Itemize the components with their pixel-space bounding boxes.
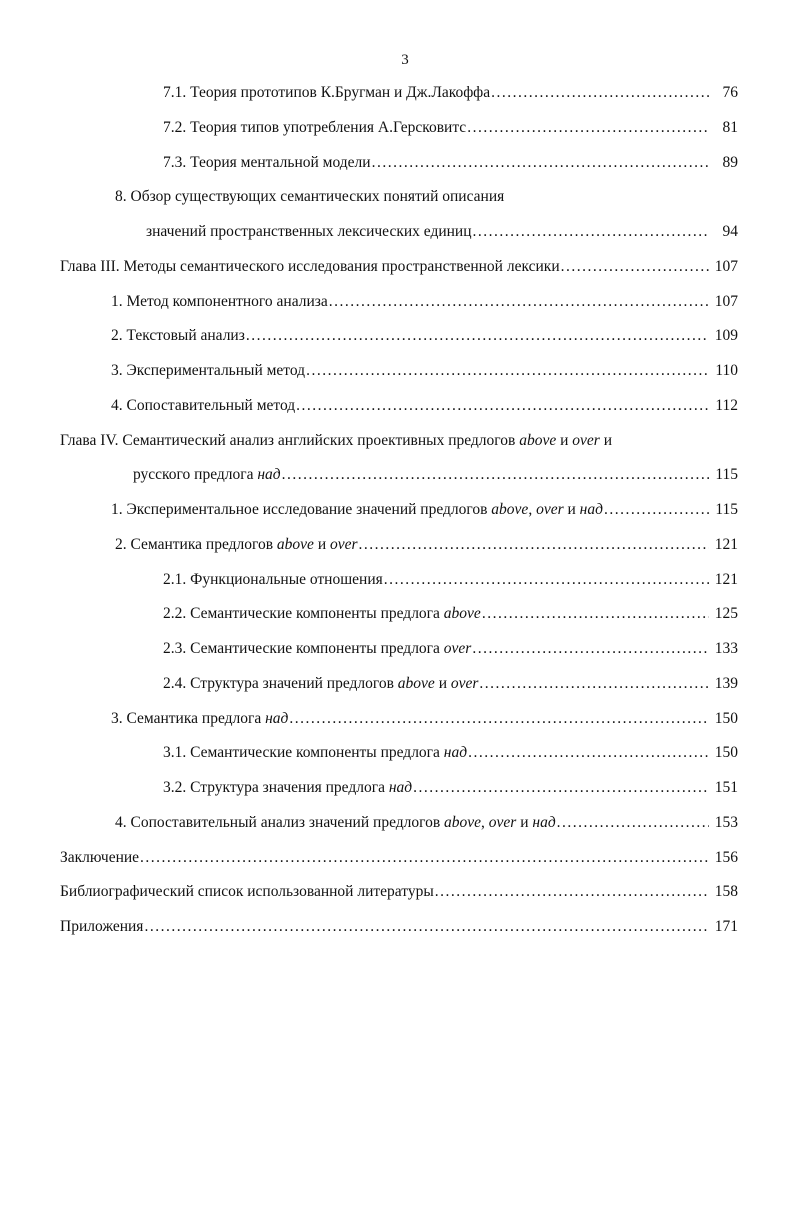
toc-entry-4-3 (0, 702, 795, 737)
toc-entry-title: 4. Сопоставительный анализ значений предлогов above, over и над (115, 813, 556, 831)
toc-entry-title: Глава IV. Семантический анализ английских проективных предлогов above и over и (60, 431, 612, 449)
toc-entry-4-2 (0, 528, 795, 563)
page-number: 3 (401, 52, 409, 68)
toc-entry-page: 107 (714, 257, 738, 275)
toc-entry-title: 7.3. Теория ментальной модели (163, 153, 371, 171)
toc-entry-page: 121 (714, 535, 738, 553)
toc-entry-title: 3.2. Структура значения предлога над (163, 779, 413, 796)
dot-leader (479, 667, 709, 702)
toc-entry-page: 112 (715, 396, 738, 414)
toc-entry-title: 2. Текстовый анализ (111, 327, 245, 345)
toc-entry-title: значений пространственных лексических единиц (146, 223, 472, 240)
toc-entry-page: 81 (722, 118, 738, 136)
toc-entry-title: Библиографический список использованной литературы (60, 883, 434, 901)
dot-leader (482, 597, 709, 632)
toc-entry-title: 2.2. Семантические компоненты предлога above (163, 605, 481, 623)
dot-leader (468, 736, 709, 771)
toc-entry-4-2-3 (0, 632, 795, 667)
dot-leader (472, 632, 709, 667)
toc-entry-page: 109 (714, 327, 738, 345)
toc-entry-page: 153 (714, 813, 738, 831)
toc-entry-page: 150 (714, 709, 738, 727)
toc-entry-bibliography (0, 875, 795, 910)
toc-entry-3-4 (0, 389, 795, 424)
toc-entry-page: 94 (722, 223, 738, 240)
toc-entry-page: 151 (714, 779, 738, 796)
toc-entry-title: 2.4. Структура значений предлогов above и over (163, 674, 479, 692)
toc-entry-page: 89 (722, 153, 738, 171)
dot-leader (435, 875, 709, 910)
toc-entry-page: 156 (714, 848, 738, 866)
toc-entry-page: 139 (714, 674, 738, 692)
toc-entry-conclusion (0, 841, 795, 876)
dot-leader (289, 702, 709, 737)
dot-leader (246, 319, 709, 354)
toc-entry-title: 2.3. Семантические компоненты предлога over (163, 640, 472, 657)
toc-entry-title: Заключение (60, 848, 140, 866)
toc-entry-chapter-4-continued (0, 458, 795, 493)
toc-entry-page: 110 (715, 362, 738, 379)
toc-entry-title: 8. Обзор существующих семантических понятий описания (115, 188, 505, 206)
toc-entry-title: 2.1. Функциональные отношения (163, 570, 383, 588)
toc-entry-title: русского предлога над (133, 466, 281, 484)
toc-entry-4-4 (0, 806, 795, 841)
toc-entry-4-2-2 (0, 597, 795, 632)
toc-entry-title: 3. Экспериментальный метод (111, 362, 306, 379)
toc-entry-title: Приложения (60, 918, 144, 935)
toc-entry-3-1 (0, 285, 795, 320)
toc-entry-3-3 (0, 354, 795, 389)
dot-leader (467, 111, 709, 146)
toc-entry-appendices (0, 910, 795, 945)
toc-entry-8 (0, 180, 795, 215)
dot-leader (329, 285, 709, 320)
toc-entry-title: 1. Метод компонентного анализа (111, 292, 328, 310)
toc-entry-7-1 (0, 76, 795, 111)
toc-entry-page: 125 (714, 605, 738, 623)
toc-entry-3-2 (0, 319, 795, 354)
toc-entry-chapter-3 (0, 250, 795, 285)
toc-entry-page: 115 (715, 466, 738, 484)
toc-entry-title: 3. Семантика предлога над (111, 709, 289, 727)
toc-entry-page: 133 (714, 640, 738, 657)
dot-leader (384, 563, 709, 598)
toc-entry-page: 107 (714, 292, 738, 310)
dot-leader (413, 771, 709, 806)
dot-leader (359, 528, 709, 563)
toc-entry-4-3-2 (0, 771, 795, 806)
toc-entry-title: Глава III. Методы семантического исследования пространственной лексики (60, 257, 560, 275)
toc-entry-title: 7.2. Теория типов употребления А.Герсковитс (163, 118, 467, 136)
dot-leader (306, 354, 709, 389)
toc-entry-4-2-4 (0, 667, 795, 702)
toc-entry-title: 1. Экспериментальное исследование значений предлогов above, over и над (111, 501, 603, 518)
dot-leader (296, 389, 709, 424)
dot-leader (491, 76, 709, 111)
toc-entry-7-2 (0, 111, 795, 146)
toc-entry-4-1 (0, 493, 795, 528)
dot-leader (372, 146, 709, 181)
toc-entry-4-2-1 (0, 563, 795, 598)
toc-entry-title: 3.1. Семантические компоненты предлога над (163, 744, 468, 762)
toc-entry-page: 76 (722, 84, 738, 101)
dot-leader (561, 250, 709, 285)
toc-entry-title: 7.1. Теория прототипов К.Бругман и Дж.Лакоффа (163, 84, 491, 101)
toc-entry-4-3-1 (0, 736, 795, 771)
toc-entry-page: 150 (714, 744, 738, 762)
dot-leader (144, 910, 709, 945)
table-of-contents (0, 76, 795, 945)
toc-entry-page: 171 (714, 918, 738, 935)
dot-leader (604, 493, 709, 528)
toc-entry-chapter-4 (0, 424, 795, 459)
toc-entry-title: 2. Семантика предлогов above и over (115, 535, 358, 553)
toc-entry-page: 115 (715, 501, 738, 518)
toc-entry-title: 4. Сопоставительный метод (111, 396, 296, 414)
toc-entry-8-continued (0, 215, 795, 250)
dot-leader (473, 215, 709, 250)
dot-leader (557, 806, 709, 841)
dot-leader (282, 458, 709, 493)
dot-leader (140, 841, 709, 876)
toc-entry-page: 158 (714, 883, 738, 901)
toc-entry-page: 121 (714, 570, 738, 588)
toc-entry-7-3 (0, 146, 795, 181)
